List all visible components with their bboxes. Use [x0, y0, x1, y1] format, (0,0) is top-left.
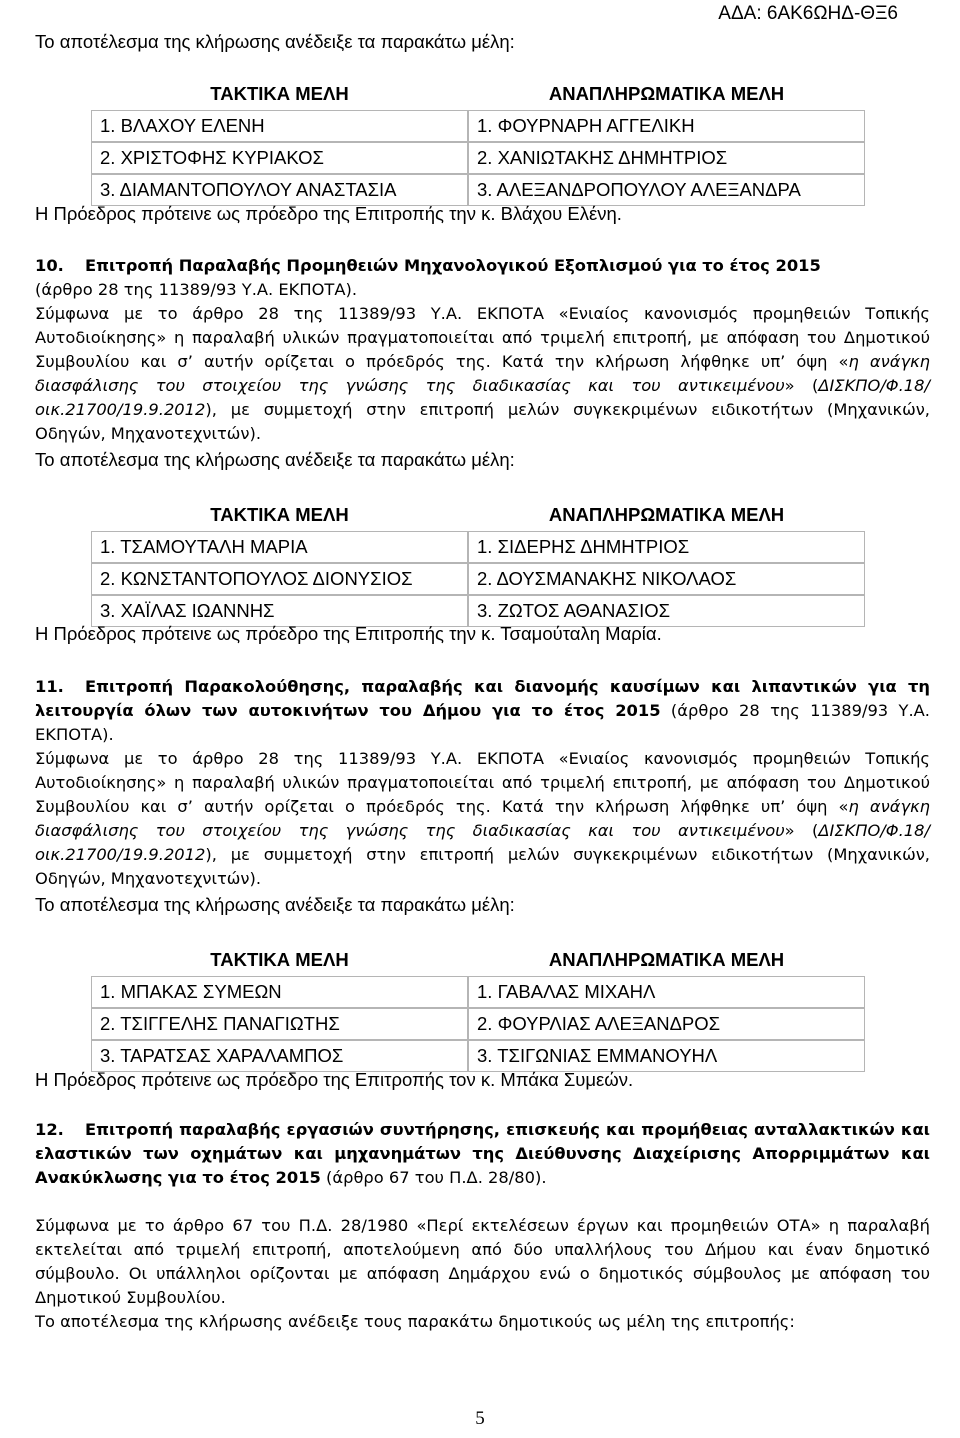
section-number: 11. — [35, 677, 64, 696]
substitute-member: 3. ΤΣΙΓΩΝΙΑΣ ΕΜΜΑΝΟΥΗΛ — [468, 1040, 865, 1072]
members-table-10 — [91, 499, 865, 627]
paragraph-quote: η ανάγκη διασφάλισης του στοιχείου της γνώσης της διαδικασίας και του αντικειμένου — [35, 797, 930, 840]
regular-member: 3. ΤΑΡΑΤΣΑΣ ΧΑΡΑΛΑΜΠΟΣ — [91, 1040, 468, 1072]
regular-member: 1. ΜΠΑΚΑΣ ΣΥΜΕΩΝ — [91, 976, 468, 1008]
substitute-member: 2. ΦΟΥΡΛΙΑΣ ΑΛΕΞΑΝΔΡΟΣ — [468, 1008, 865, 1040]
section-title: Επιτροπή Παρακολούθησης, παραλαβής και διανομής καυσίμων και λιπαντικών για τη λειτουργία όλων των αυτοκινήτων του Δήμου για το έτος 2015 — [35, 677, 930, 720]
table-row — [91, 531, 865, 563]
section-10-paragraph — [35, 302, 930, 446]
members-table-1 — [91, 78, 865, 206]
section-12-paragraph: Σύμφωνα με το άρθρο 67 του Π.Δ. 28/1980 «Περί εκτελέσεων έργων και προμηθειών ΟΤΑ» η παραλαβή εκτελείται από τριμελή επιτροπή, αποτελούμενη από δύο υπαλλήλους του Δήμου και έναν δημοτικό σύμβουλο. Οι υπάλληλοι ορίζονται με απόφαση Δημάρχου ενώ ο δημοτικός σύμβουλος με απόφαση του Δημοτικού Συμβουλίου. — [35, 1216, 930, 1307]
substitute-member: 2. ΔΟΥΣΜΑΝΑΚΗΣ ΝΙΚΟΛΑΟΣ — [468, 563, 865, 595]
section-title-suffix: (άρθρο 28 της 11389/93 Υ.Α. ΕΚΠΟΤΑ). — [35, 280, 358, 299]
regular-member: 3. ΔΙΑΜΑΝΤΟΠΟΥΛΟΥ ΑΝΑΣΤΑΣΙΑ — [91, 174, 468, 206]
regular-member: 2. ΧΡΙΣΤΟΦΗΣ ΚΥΡΙΑΚΟΣ — [91, 142, 468, 174]
substitute-member: 3. ΖΩΤΟΣ ΑΘΑΝΑΣΙΟΣ — [468, 595, 865, 627]
paragraph-quote: η ανάγκη διασφάλισης του στοιχείου της γνώσης της διαδικασίας και του αντικειμένου — [35, 352, 930, 395]
paragraph-reference: ΔΙΣΚΠΟ/Φ.18/οικ.21700/19.9.2012 — [35, 821, 930, 864]
col-regular-header: ΤΑΚΤΙΚΑ ΜΕΛΗ — [210, 949, 349, 970]
ada-code: ΑΔΑ: 6ΑΚ6ΩΗΔ-ΘΞ6 — [718, 3, 898, 24]
substitute-member: 1. ΓΑΒΑΛΑΣ ΜΙΧΑΗΛ — [468, 976, 865, 1008]
col-regular-header: ΤΑΚΤΙΚΑ ΜΕΛΗ — [210, 504, 349, 525]
section-number: 10. — [35, 256, 64, 275]
regular-member: 3. ΧΑΪΛΑΣ ΙΩΑΝΝΗΣ — [91, 595, 468, 627]
chair-statement: Η Πρόεδρος πρότεινε ως πρόεδρο της Επιτροπής την κ. Βλάχου Ελένη. — [35, 203, 622, 224]
col-regular-header: ΤΑΚΤΙΚΑ ΜΕΛΗ — [210, 83, 349, 104]
section-11-paragraph — [35, 747, 930, 891]
result-text: Το αποτέλεσμα της κλήρωσης ανέδειξε τα παρακάτω μέλη: — [35, 894, 515, 915]
members-table-11 — [91, 944, 865, 1072]
paragraph-text: » ( — [784, 821, 819, 840]
section-title: Επιτροπή Παραλαβής Προμηθειών Μηχανολογικού Εξοπλισμού για το έτος 2015 — [85, 256, 821, 275]
section-number: 12. — [35, 1120, 64, 1139]
result-text: Το αποτέλεσμα της κλήρωσης ανέδειξε τους παρακάτω δημοτικούς ως μέλη της επιτροπής: — [35, 1312, 795, 1331]
substitute-member: 3. ΑΛΕΞΑΝΔΡΟΠΟΥΛΟΥ ΑΛΕΞΑΝΔΡΑ — [468, 174, 865, 206]
col-substitute-header: ΑΝΑΠΛΗΡΩΜΑΤΙΚΑ ΜΕΛΗ — [548, 504, 785, 525]
section-10-heading — [35, 254, 930, 302]
table-row — [91, 976, 865, 1008]
chair-statement: Η Πρόεδρος πρότεινε ως πρόεδρο της Επιτροπής την κ. Τσαμούταλη Μαρία. — [35, 623, 662, 644]
col-substitute-header: ΑΝΑΠΛΗΡΩΜΑΤΙΚΑ ΜΕΛΗ — [548, 949, 785, 970]
page-number: 5 — [475, 1408, 485, 1429]
col-substitute-header: ΑΝΑΠΛΗΡΩΜΑΤΙΚΑ ΜΕΛΗ — [548, 83, 785, 104]
paragraph-text: Σύμφωνα με το άρθρο 28 της 11389/93 Υ.Α. ΕΚΠΟΤΑ «Ενιαίος κανονισμός προμηθειών Τοπικής Αυτοδιοίκησης» η παραλαβή υλικών πραγματοποιείται από τριμελή επιτροπή, με απόφαση του Δημοτικού Συμβουλίου και σ’ αυτήν ορίζεται ο πρόεδρός της. Κατά την κλήρωση λήφθηκε υπ’ όψη « — [35, 749, 930, 816]
section-title: Επιτροπή παραλαβής εργασιών συντήρησης, επισκευής και προμήθειας ανταλλακτικών και ελαστικών των οχημάτων και μηχανημάτων της Διεύθυνσης Διαχείρισης Απορριμμάτων και Ανακύκλωσης για το έτος 2015 — [35, 1120, 930, 1187]
paragraph-text: ), με συμμετοχή στην επιτροπή μελών συγκεκριμένων ειδικοτήτων (Μηχανικών, Οδηγών, Μηχανοτεχνιτών). — [35, 400, 930, 443]
section-12-heading — [35, 1118, 930, 1190]
result-text: Το αποτέλεσμα της κλήρωσης ανέδειξε τα παρακάτω μέλη: — [35, 449, 515, 470]
section-title-suffix: (άρθρο 67 του Π.Δ. 28/80). — [320, 1168, 547, 1187]
paragraph-text: Σύμφωνα με το άρθρο 28 της 11389/93 Υ.Α. ΕΚΠΟΤΑ «Ενιαίος κανονισμός προμηθειών Τοπικής Αυτοδιοίκησης» η παραλαβή υλικών πραγματοποιείται από τριμελή επιτροπή, με απόφαση του Δημοτικού Συμβουλίου και σ’ αυτήν ορίζεται ο πρόεδρός της. Κατά την κλήρωση λήφθηκε υπ’ όψη « — [35, 304, 930, 371]
regular-member: 2. ΚΩΝΣΤΑΝΤΟΠΟΥΛΟΣ ΔΙΟΝΥΣΙΟΣ — [91, 563, 468, 595]
substitute-member: 1. ΦΟΥΡΝΑΡΗ ΑΓΓΕΛΙΚΗ — [468, 110, 865, 142]
regular-member: 1. ΒΛΑΧΟΥ ΕΛΕΝΗ — [91, 110, 468, 142]
section-11-heading — [35, 675, 930, 747]
table-row — [91, 563, 865, 595]
section-title-suffix: (άρθρο 28 της 11389/93 Υ.Α. ΕΚΠΟΤΑ). — [35, 701, 930, 744]
paragraph-text: » ( — [784, 376, 819, 395]
intro-text: Το αποτέλεσμα της κλήρωσης ανέδειξε τα παρακάτω μέλη: — [35, 31, 515, 52]
chair-statement: Η Πρόεδρος πρότεινε ως πρόεδρο της Επιτροπής τον κ. Μπάκα Συμεών. — [35, 1069, 634, 1090]
table-row — [91, 142, 865, 174]
paragraph-reference: ΔΙΣΚΠΟ/Φ.18/οικ.21700/19.9.2012 — [35, 376, 930, 419]
paragraph-text: ), με συμμετοχή στην επιτροπή μελών συγκεκριμένων ειδικοτήτων (Μηχανικών, Οδηγών, Μηχανοτεχνιτών). — [35, 845, 930, 888]
table-row — [91, 110, 865, 142]
regular-member: 2. ΤΣΙΓΓΕΛΗΣ ΠΑΝΑΓΙΩΤΗΣ — [91, 1008, 468, 1040]
substitute-member: 1. ΣΙΔΕΡΗΣ ΔΗΜΗΤΡΙΟΣ — [468, 531, 865, 563]
table-row — [91, 1008, 865, 1040]
substitute-member: 2. ΧΑΝΙΩΤΑΚΗΣ ΔΗΜΗΤΡΙΟΣ — [468, 142, 865, 174]
regular-member: 1. ΤΣΑΜΟΥΤΑΛΗ ΜΑΡΙΑ — [91, 531, 468, 563]
